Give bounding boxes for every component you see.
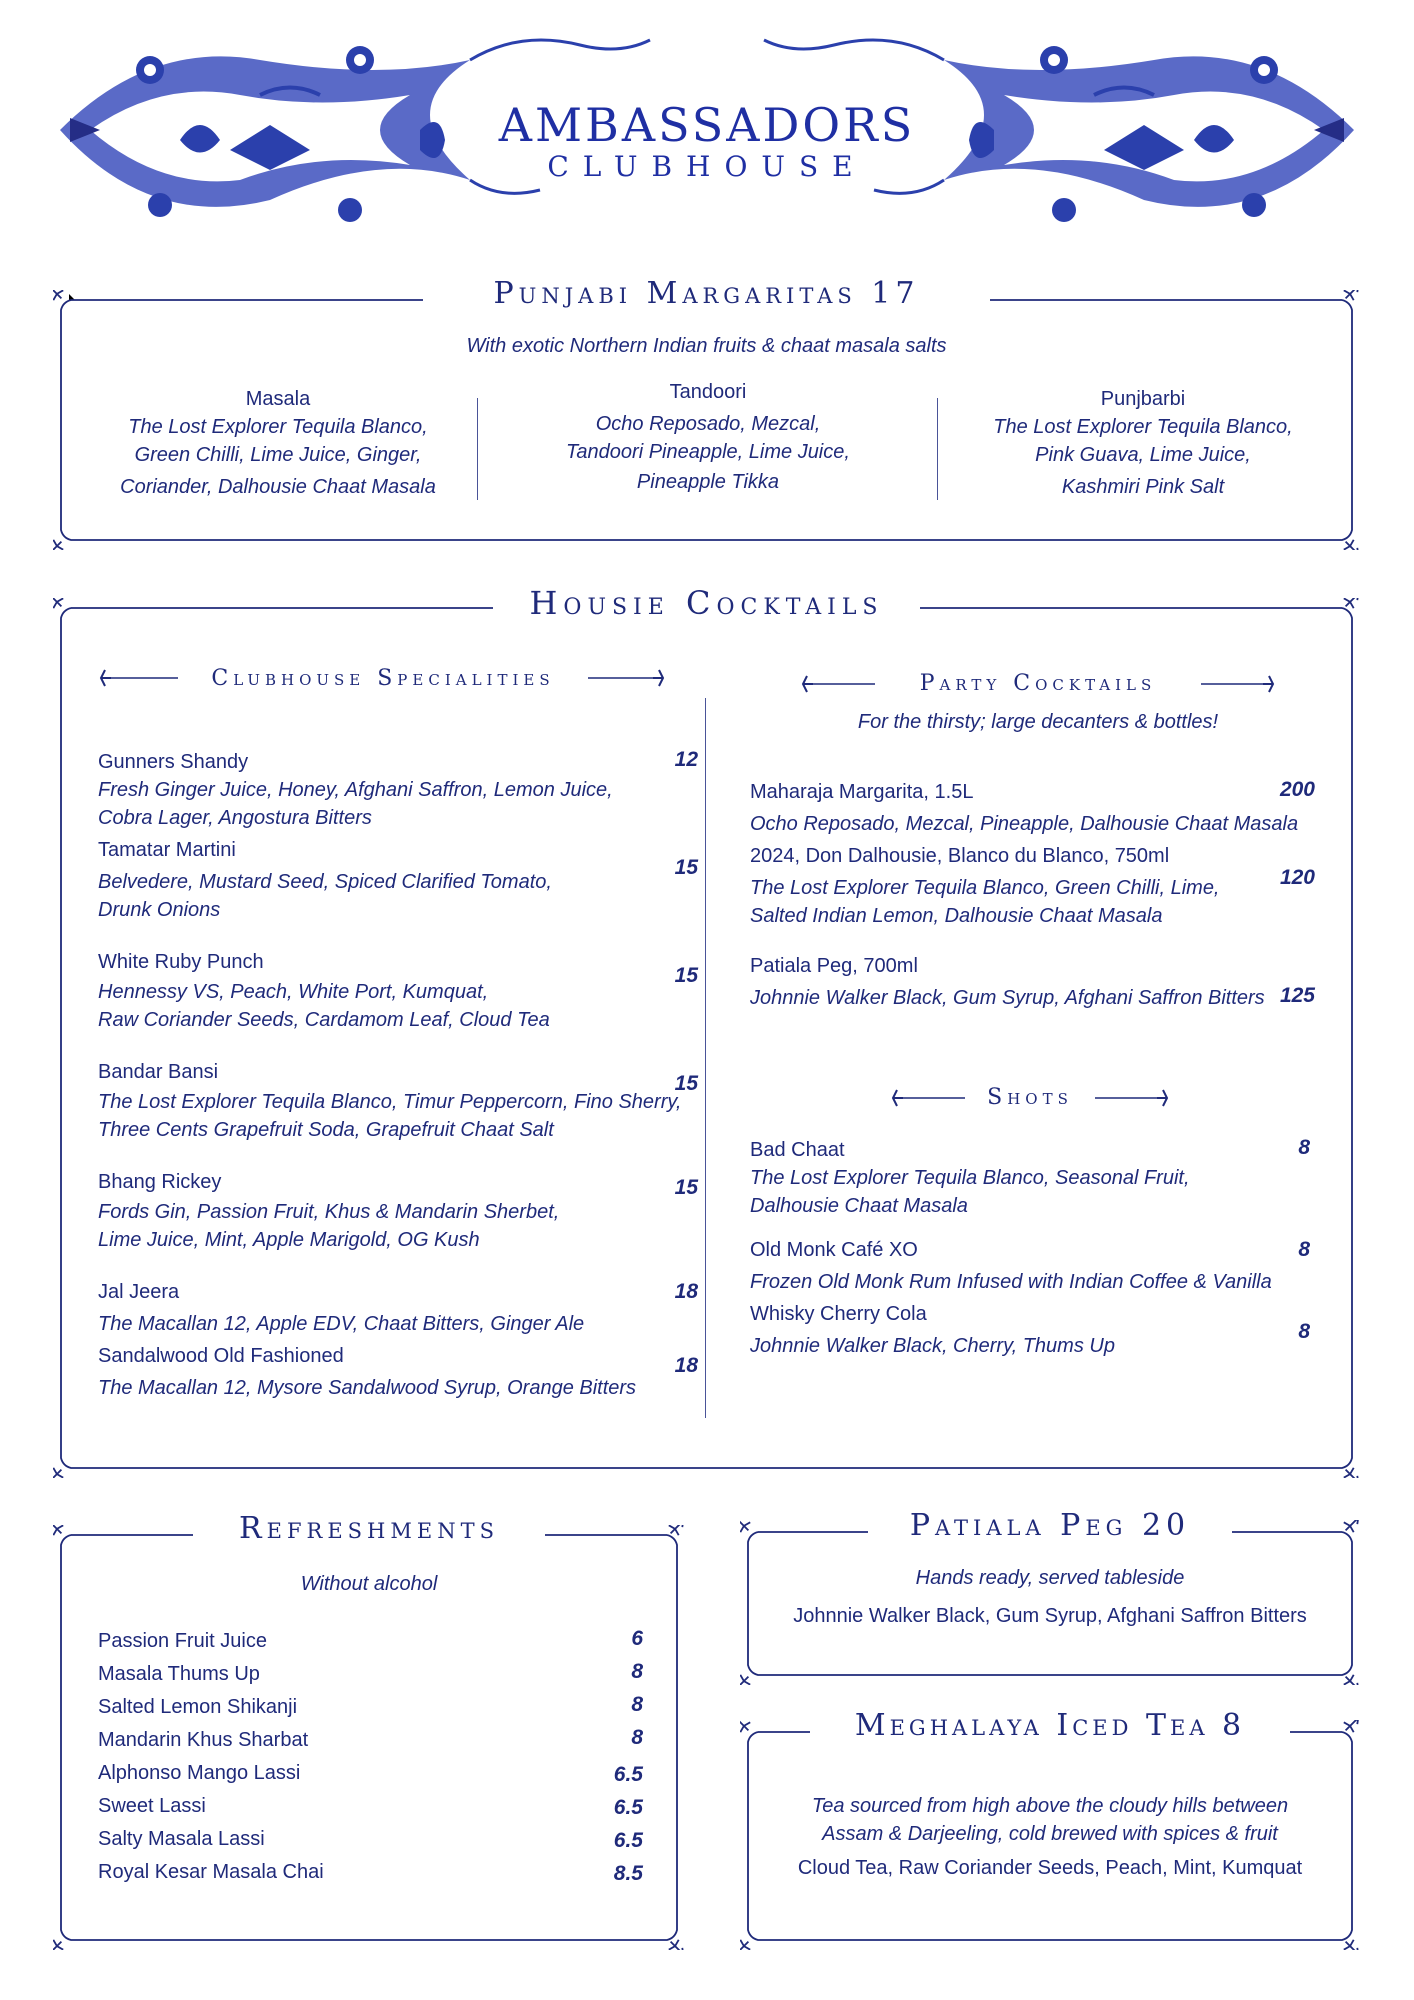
- list-item: [98, 1660, 643, 1693]
- margaritas-section: [53, 276, 1360, 550]
- item-name: Gunners Shandy: [98, 751, 249, 773]
- item-name: Sandalwood Old Fashioned: [98, 1345, 344, 1367]
- item-desc: The Lost Explorer Tequila Blanco, Timur Peppercorn, Fino Sherry,: [98, 1091, 682, 1113]
- item-desc: Belvedere, Mustard Seed, Spiced Clarified Tomato,: [98, 871, 552, 893]
- item-name: Masala: [245, 388, 311, 410]
- iced-tea-desc-line: Assam & Darjeeling, cold brewed with spices & fruit: [822, 1823, 1278, 1845]
- list-item: [98, 1858, 643, 1891]
- item-price: 15: [674, 1176, 698, 1199]
- column-divider: [705, 698, 706, 1418]
- brand-subtitle: CLUBHOUSE: [547, 150, 867, 183]
- item-name: Punjbarbi: [1100, 388, 1186, 410]
- item-name: Whisky Cherry Cola: [750, 1303, 927, 1325]
- item-name: Passion Fruit Juice: [98, 1630, 267, 1652]
- item-desc: Green Chilli, Lime Juice, Ginger,: [134, 444, 422, 466]
- shots-heading: Shots: [987, 1085, 1073, 1110]
- item-desc: Ocho Reposado, Mezcal,: [595, 413, 821, 435]
- item-price: 8.5: [613, 1862, 643, 1885]
- refreshments-subtitle: Without alcohol: [300, 1573, 438, 1595]
- item-desc: Hennessy VS, Peach, White Port, Kumquat,: [98, 981, 489, 1003]
- item-desc: The Lost Explorer Tequila Blanco,: [128, 416, 428, 438]
- item-desc: Salted Indian Lemon, Dalhousie Chaat Masala: [750, 905, 1163, 927]
- list-item: [98, 1792, 643, 1825]
- column-divider: [937, 398, 938, 500]
- item-name: Bandar Bansi: [98, 1061, 219, 1083]
- item-desc: Johnnie Walker Black, Cherry, Thums Up: [750, 1335, 1115, 1357]
- item-price: 8: [1298, 1136, 1310, 1159]
- item-name: Bhang Rickey: [98, 1171, 222, 1193]
- item-price: 6: [631, 1627, 643, 1650]
- list-item: [750, 1300, 1310, 1364]
- header-banner: [0, 0, 1414, 250]
- item-price: 8: [631, 1660, 643, 1683]
- list-item: [98, 1693, 643, 1726]
- item-name: Tandoori: [669, 381, 747, 403]
- specialities-heading: Clubhouse Specialities: [211, 666, 555, 691]
- patiala-desc: Johnnie Walker Black, Gum Syrup, Afghani Saffron Bitters: [793, 1605, 1307, 1627]
- list-item: [98, 1168, 698, 1278]
- item-desc: Cobra Lager, Angostura Bitters: [98, 807, 372, 829]
- item-desc: Coriander, Dalhousie Chaat Masala: [120, 476, 436, 498]
- item-name: Patiala Peg, 700ml: [750, 955, 918, 977]
- item-price: 8: [1298, 1320, 1310, 1343]
- item-name: Jal Jeera: [98, 1281, 180, 1303]
- item-name: White Ruby Punch: [98, 951, 264, 973]
- item-name: Mandarin Khus Sharbat: [98, 1729, 309, 1751]
- item-name: Old Monk Café XO: [750, 1239, 918, 1261]
- item-desc: Dalhousie Chaat Masala: [750, 1195, 968, 1217]
- iced-tea-desc-line: Tea sourced from high above the cloudy hills between: [811, 1795, 1289, 1817]
- item-price: 12: [674, 748, 698, 771]
- item-desc: Kashmiri Pink Salt: [1061, 476, 1225, 498]
- list-item: [98, 1726, 643, 1759]
- item-desc: The Lost Explorer Tequila Blanco, Seasonal Fruit,: [750, 1167, 1190, 1189]
- list-item: [98, 1278, 698, 1342]
- list-item: [750, 778, 1315, 842]
- item-price: 18: [674, 1354, 698, 1377]
- item-name: Salty Masala Lassi: [98, 1828, 265, 1850]
- housie-title: Housie Cocktails: [508, 584, 906, 622]
- item-desc: The Lost Explorer Tequila Blanco, Green Chilli, Lime,: [750, 877, 1220, 899]
- column-divider: [477, 398, 478, 500]
- item-name: Tamatar Martini: [98, 839, 236, 861]
- item-price: 120: [1279, 866, 1315, 889]
- item-desc: Pink Guava, Lime Juice,: [1035, 444, 1251, 466]
- item-desc: Ocho Reposado, Mezcal, Pineapple, Dalhousie Chaat Masala: [750, 813, 1299, 835]
- item-desc: Fords Gin, Passion Fruit, Khus & Mandarin Sherbet,: [98, 1201, 560, 1223]
- item-name: Bad Chaat: [750, 1139, 845, 1161]
- iced-tea-section: [740, 1708, 1360, 1950]
- list-item: [750, 952, 1315, 1016]
- patiala-subtitle: Hands ready, served tableside: [915, 1567, 1185, 1589]
- party-list: [750, 778, 1315, 1016]
- margarita-masala: [83, 385, 473, 501]
- item-name: Alphonso Mango Lassi: [98, 1762, 301, 1784]
- refreshments-title: Refreshments: [217, 1511, 521, 1546]
- party-subtitle: For the thirsty; large decanters & bottles!: [857, 711, 1219, 733]
- patiala-title: Patiala Peg 20: [888, 1508, 1212, 1543]
- list-item: [98, 1058, 698, 1168]
- list-item: [750, 842, 1315, 952]
- list-item: [98, 836, 698, 948]
- brand-title: AMBASSADORS: [498, 98, 916, 152]
- item-desc: Fresh Ginger Juice, Honey, Afghani Saffron, Lemon Juice,: [98, 779, 613, 801]
- list-item: [98, 1342, 698, 1406]
- item-desc: Drunk Onions: [98, 899, 221, 921]
- item-name: Sweet Lassi: [98, 1795, 206, 1817]
- housie-section: [53, 584, 1360, 1478]
- margarita-tandoori: [513, 378, 903, 496]
- item-desc: Johnnie Walker Black, Gum Syrup, Afghani Saffron Bitters: [750, 987, 1265, 1009]
- margarita-punjbarbi: [953, 385, 1333, 501]
- party-heading: Party Cocktails: [919, 671, 1157, 696]
- shots-list: [750, 1136, 1310, 1364]
- list-item: [98, 948, 698, 1058]
- item-price: 8: [631, 1726, 643, 1749]
- item-desc: The Macallan 12, Mysore Sandalwood Syrup, Orange Bitters: [98, 1377, 637, 1399]
- item-price: 15: [674, 1072, 698, 1095]
- item-price: 15: [674, 856, 698, 879]
- patiala-section: [740, 1508, 1360, 1685]
- item-desc: Frozen Old Monk Rum Infused with Indian Coffee & Vanilla: [750, 1271, 1272, 1293]
- refreshments-section: [53, 1511, 685, 1950]
- iced-tea-description: [740, 1792, 1360, 1882]
- item-price: 18: [674, 1280, 698, 1303]
- item-desc: Three Cents Grapefruit Soda, Grapefruit Chaat Salt: [98, 1119, 554, 1141]
- item-price: 8: [631, 1693, 643, 1716]
- refreshments-list: [98, 1627, 643, 1891]
- item-price: 15: [674, 964, 698, 987]
- item-price: 6.5: [613, 1763, 643, 1786]
- item-desc: Pineapple Tikka: [636, 471, 780, 493]
- item-price: 125: [1279, 984, 1315, 1007]
- item-name: 2024, Don Dalhousie, Blanco du Blanco, 750ml: [750, 845, 1170, 867]
- item-price: 6.5: [613, 1796, 643, 1819]
- specialities-list: [98, 748, 698, 1406]
- list-item: [98, 1627, 643, 1660]
- margaritas-title: Punjabi Margaritas 17: [472, 276, 942, 311]
- iced-tea-title: Meghalaya Iced Tea 8: [833, 1708, 1267, 1743]
- list-item: [98, 1759, 643, 1792]
- item-name: Masala Thums Up: [98, 1663, 260, 1685]
- item-name: Salted Lemon Shikanji: [98, 1696, 298, 1718]
- list-item: [98, 748, 698, 836]
- item-price: 6.5: [613, 1829, 643, 1852]
- list-item: [750, 1136, 1310, 1236]
- list-item: [98, 1825, 643, 1858]
- margaritas-subtitle: With exotic Northern Indian fruits & chaat masala salts: [466, 335, 947, 357]
- item-price: 200: [1279, 778, 1315, 801]
- item-price: 8: [1298, 1238, 1310, 1261]
- iced-tea-ingredients: Cloud Tea, Raw Coriander Seeds, Peach, Mint, Kumquat: [797, 1857, 1303, 1879]
- item-desc: The Lost Explorer Tequila Blanco,: [993, 416, 1293, 438]
- item-name: Royal Kesar Masala Chai: [98, 1861, 324, 1883]
- list-item: [750, 1236, 1310, 1300]
- item-desc: Tandoori Pineapple, Lime Juice,: [566, 441, 850, 463]
- item-name: Maharaja Margarita, 1.5L: [750, 781, 974, 803]
- item-desc: Raw Coriander Seeds, Cardamom Leaf, Cloud Tea: [98, 1009, 550, 1031]
- item-desc: The Macallan 12, Apple EDV, Chaat Bitters, Ginger Ale: [98, 1313, 585, 1335]
- item-desc: Lime Juice, Mint, Apple Marigold, OG Kush: [98, 1229, 480, 1251]
